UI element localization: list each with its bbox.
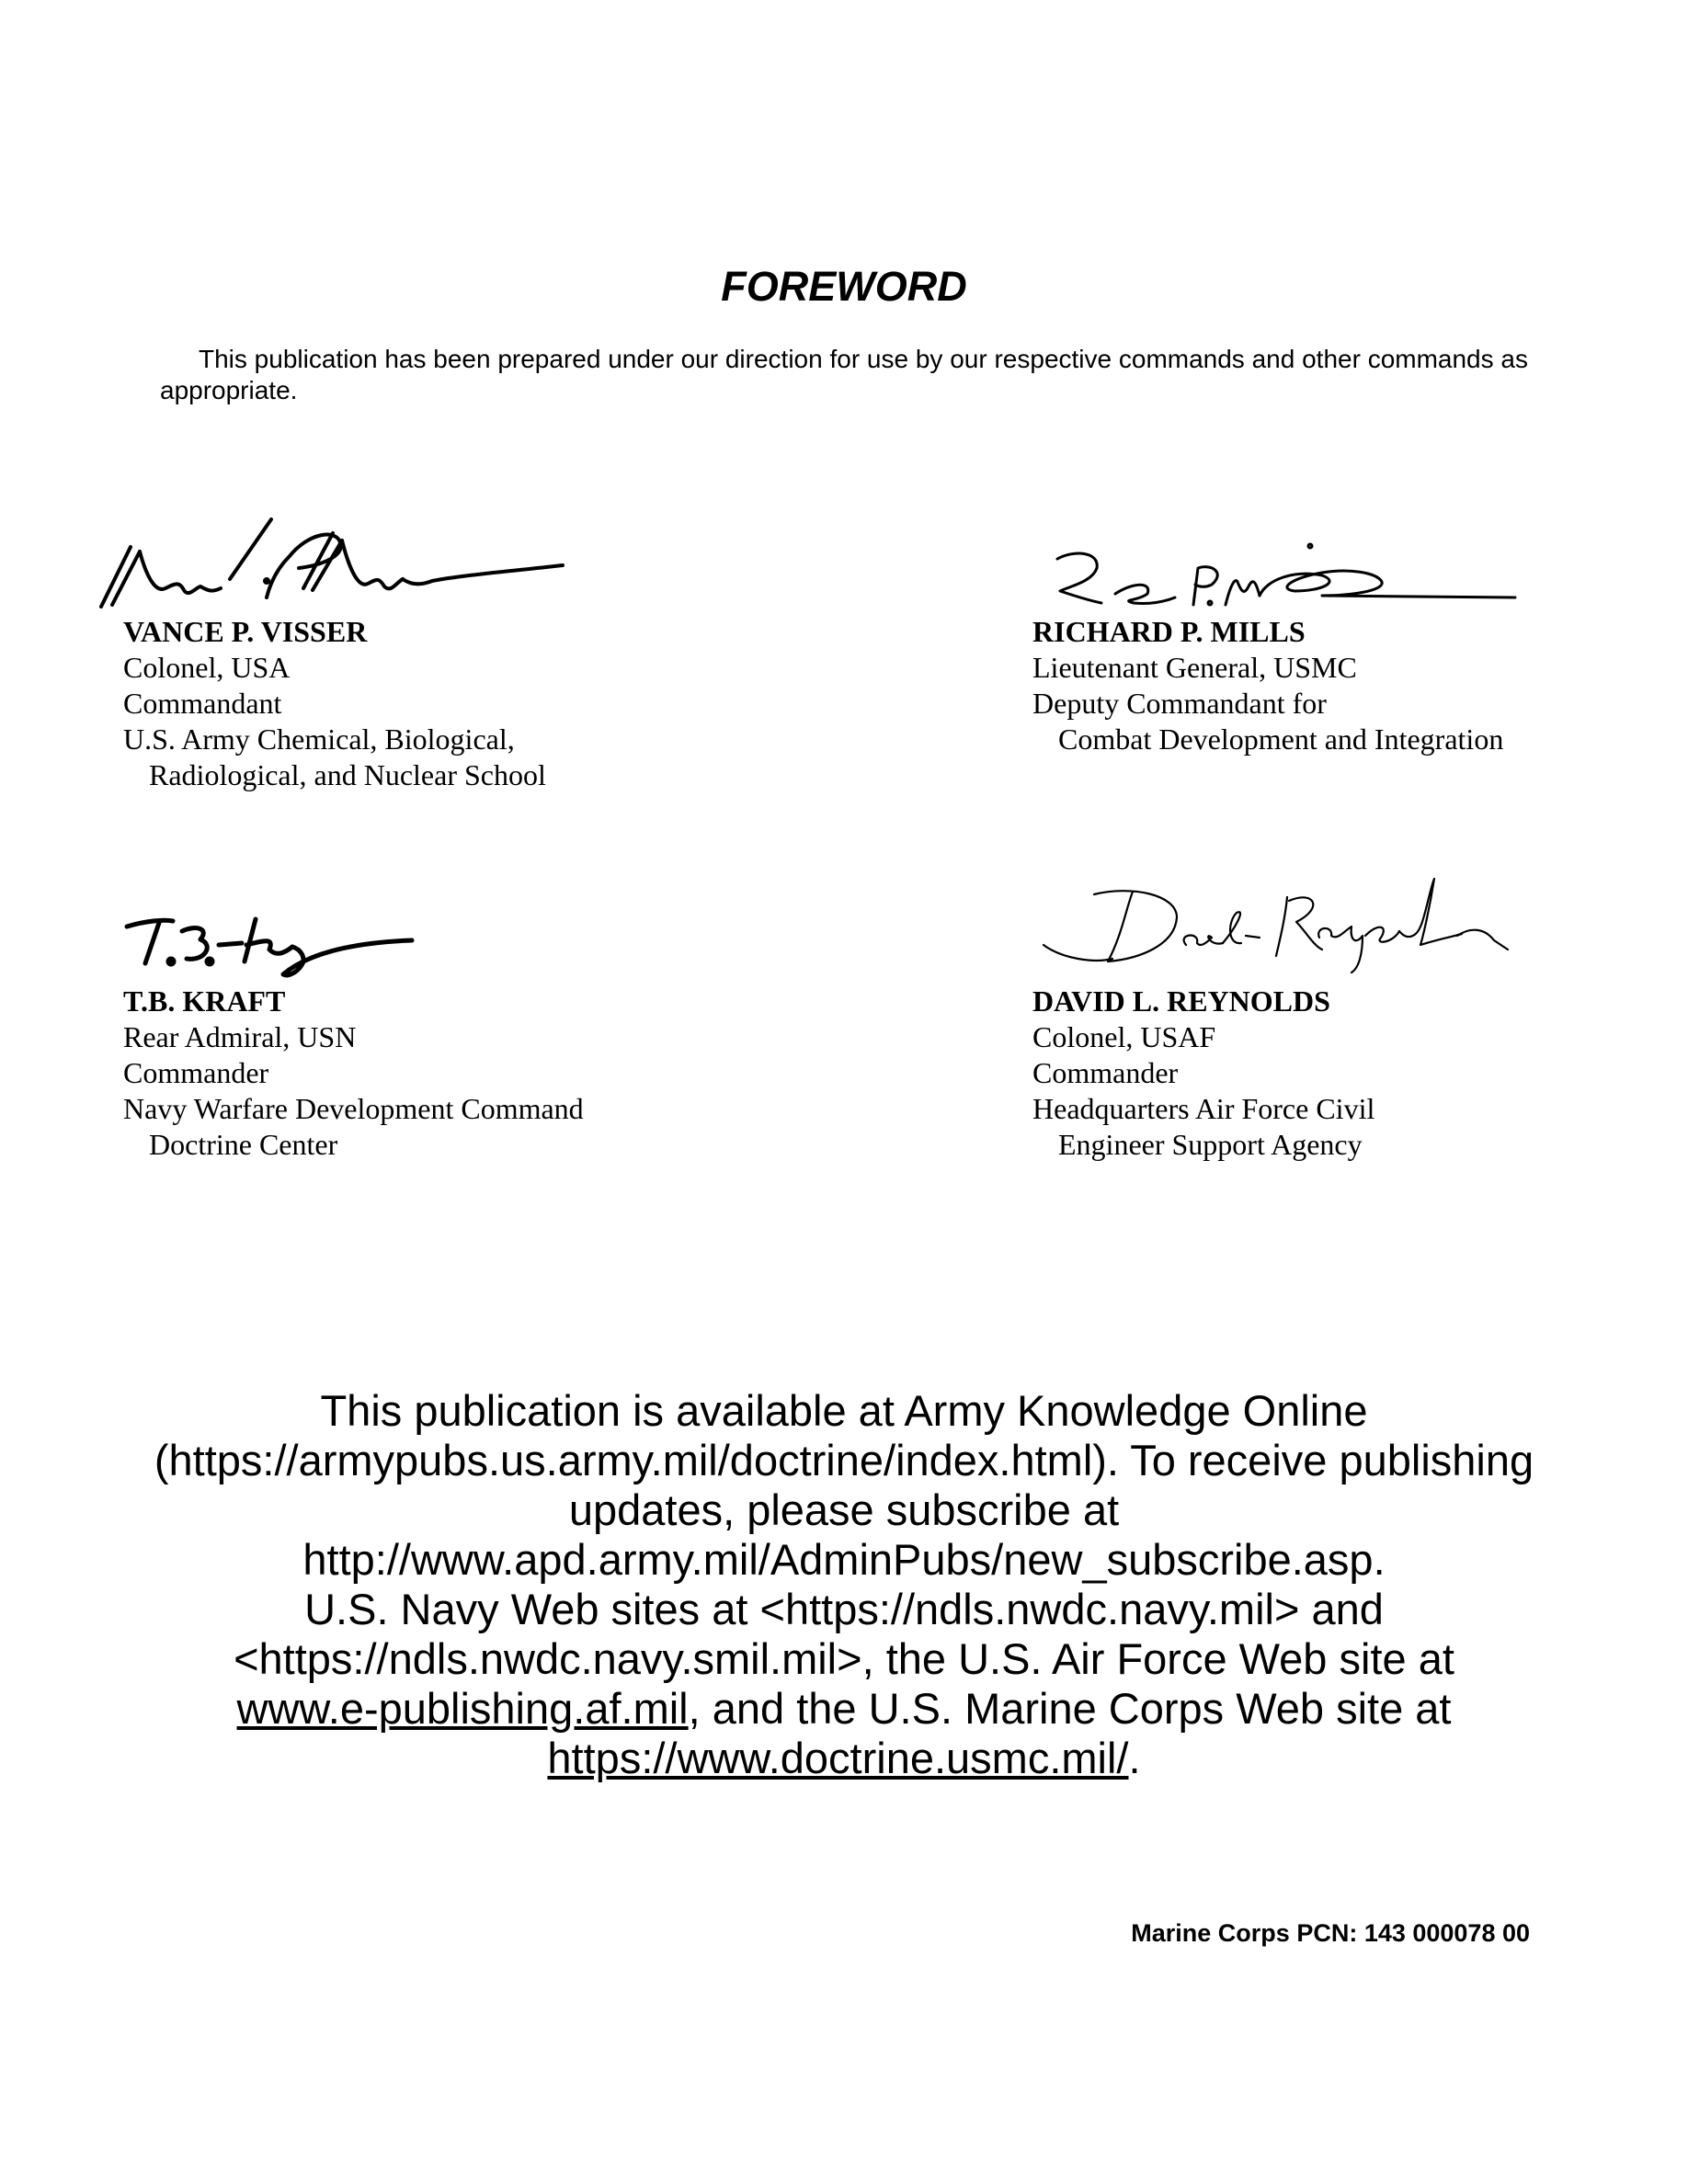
signature-mills [1046,540,1524,619]
signatory-organization-cont: Engineer Support Agency [1058,1128,1363,1161]
marine-corps-link[interactable]: https://www.doctrine.usmc.mil/ [547,1734,1129,1782]
availability-text: . [1128,1734,1141,1782]
signatory-kraft [123,984,584,1163]
signature-reynolds [1039,871,1526,977]
signatory-organization-cont: Radiological, and Nuclear School [149,758,546,791]
signatory-name: RICHARD P. MILLS [1032,615,1306,648]
signatory-title: Commandant [123,687,282,720]
signatory-rank: Lieutenant General, USMC [1032,651,1357,684]
signature-visser [92,515,570,620]
availability-line: http://www.apd.army.mil/AdminPubs/new_subscribe.asp. [302,1535,1386,1584]
availability-notice [0,1386,1688,1783]
signatory-visser [123,614,546,793]
signatory-name: T.B. KRAFT [123,984,286,1018]
availability-line: U.S. Navy Web sites at <https://ndls.nwdc.navy.mil> and [304,1585,1384,1633]
availability-line: This publication is available at Army Knowledge Online [320,1386,1368,1435]
signatory-rank: Colonel, USAF [1032,1020,1216,1053]
availability-line: updates, please subscribe at [568,1485,1120,1534]
signatory-organization: Navy Warfare Development Command [123,1092,584,1125]
foreword-title: FOREWORD [721,263,967,310]
air-force-link[interactable]: www.e-publishing.af.mil [236,1684,689,1733]
signatory-name: DAVID L. REYNOLDS [1032,984,1330,1018]
signatory-title: Commander [1032,1056,1179,1089]
foreword-intro: This publication has been prepared under our direction for use by our respective commands and other commands as appropriate. [160,345,1528,404]
signatory-reynolds [1032,984,1374,1163]
availability-line [0,1684,1688,1734]
marine-corps-pcn: Marine Corps PCN: 143 000078 00 [1131,1919,1530,1947]
signature-kraft [118,908,421,982]
signatory-rank: Rear Admiral, USN [123,1020,357,1053]
signatory-name: VANCE P. VISSER [123,615,368,648]
signatory-title-cont: Combat Development and Integration [1058,722,1504,756]
availability-line [0,1734,1688,1783]
signatory-rank: Colonel, USA [123,651,291,684]
signatory-mills [1032,614,1503,757]
signatory-title: Commander [123,1056,269,1089]
availability-text: , and the U.S. Marine Corps Web site at [688,1684,1452,1733]
availability-line: <https://ndls.nwdc.navy.smil.mil>, the U.S. Air Force Web site at [234,1634,1454,1683]
signatory-title: Deputy Commandant for [1032,687,1327,720]
signatory-organization: Headquarters Air Force Civil [1032,1092,1375,1125]
availability-line: (https://armypubs.us.army.mil/doctrine/index.html). To receive publishing [154,1436,1534,1484]
signatory-organization: U.S. Army Chemical, Biological, [123,722,515,756]
signatory-organization-cont: Doctrine Center [149,1128,338,1161]
